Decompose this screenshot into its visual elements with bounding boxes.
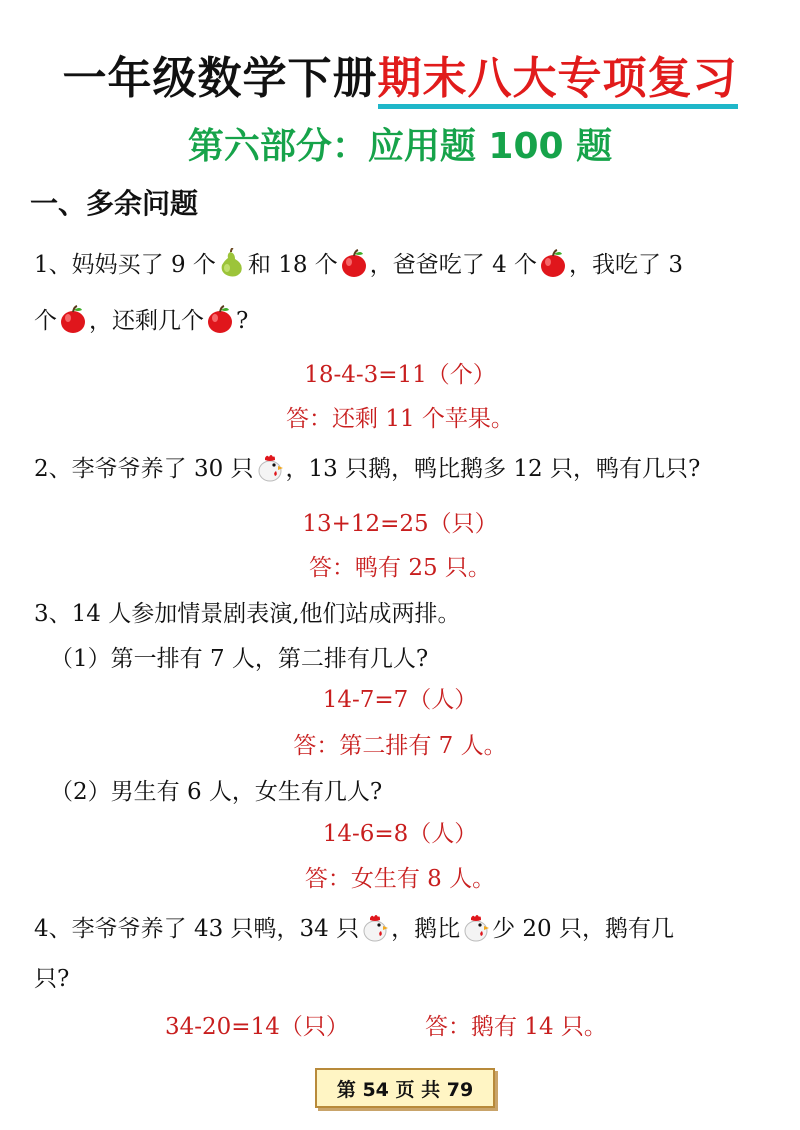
q3-part2-formula: 14-6=8（人）: [322, 821, 478, 847]
q1-text-d: ，我吃了 3: [569, 252, 683, 278]
apple-icon: [58, 304, 88, 334]
question-4-line1: [34, 910, 674, 943]
question-4-line2: 只?: [34, 966, 70, 992]
q1-answer: 答：还剩 11 个苹果。: [286, 406, 514, 432]
q4-text-b: ，鹅比: [391, 916, 461, 942]
q1-text-e: 个: [34, 308, 57, 334]
apple-icon: [205, 304, 235, 334]
page-number-badge: 第 54 页 共 79: [315, 1068, 495, 1108]
chicken-icon: [255, 452, 285, 482]
q3-part2: （2）男生有 6 人，女生有几人?: [50, 779, 383, 805]
q2-answer: 答：鸭有 25 只。: [309, 555, 491, 581]
chicken-icon: [360, 912, 390, 942]
question-3: 3、14 人参加情景剧表演,他们站成两排。: [34, 601, 461, 627]
q1-formula: 18-4-3=11（个）: [304, 362, 496, 388]
q4-text-c: 少 20 只，鹅有几: [492, 916, 674, 942]
pear-icon: [217, 248, 247, 278]
q4-answer: 答：鹅有 14 只。: [425, 1014, 607, 1040]
q1-text-a: 1、妈妈买了 9 个: [34, 252, 216, 278]
page-title: [0, 42, 800, 106]
page-subtitle: 第六部分：应用题 100 题: [187, 126, 613, 167]
q4-text-a: 4、李爷爷养了 43 只鸭，34 只: [34, 916, 360, 942]
q2-formula: 13+12=25（只）: [302, 511, 498, 537]
q1-text-c: ，爸爸吃了 4 个: [369, 252, 538, 278]
q2-text-b: ，13 只鹅，鸭比鹅多 12 只，鸭有几只?: [285, 456, 701, 482]
q3-part1-formula: 14-7=7（人）: [322, 687, 478, 713]
question-1-line1: [34, 246, 683, 279]
q1-text-f: ，还剩几个: [89, 308, 204, 334]
q1-text-g: ?: [236, 308, 249, 334]
apple-icon: [538, 248, 568, 278]
section-heading: 一、多余问题: [30, 187, 199, 220]
question-2: [34, 450, 700, 483]
apple-icon: [339, 248, 369, 278]
title-part2: 期末八大专项复习: [378, 53, 738, 109]
q4-formula: 34-20=14（只）: [165, 1014, 349, 1040]
question-1-line2: [34, 302, 248, 335]
title-part1: 一年级数学下册: [62, 53, 378, 104]
q2-text-a: 2、李爷爷养了 30 只: [34, 456, 254, 482]
q1-text-b: 和 18 个: [247, 252, 338, 278]
q3-part1-answer: 答：第二排有 7 人。: [293, 733, 507, 759]
q3-part2-answer: 答：女生有 8 人。: [304, 866, 496, 892]
q3-part1: （1）第一排有 7 人，第二排有几人?: [50, 646, 429, 672]
chicken-icon: [461, 912, 491, 942]
